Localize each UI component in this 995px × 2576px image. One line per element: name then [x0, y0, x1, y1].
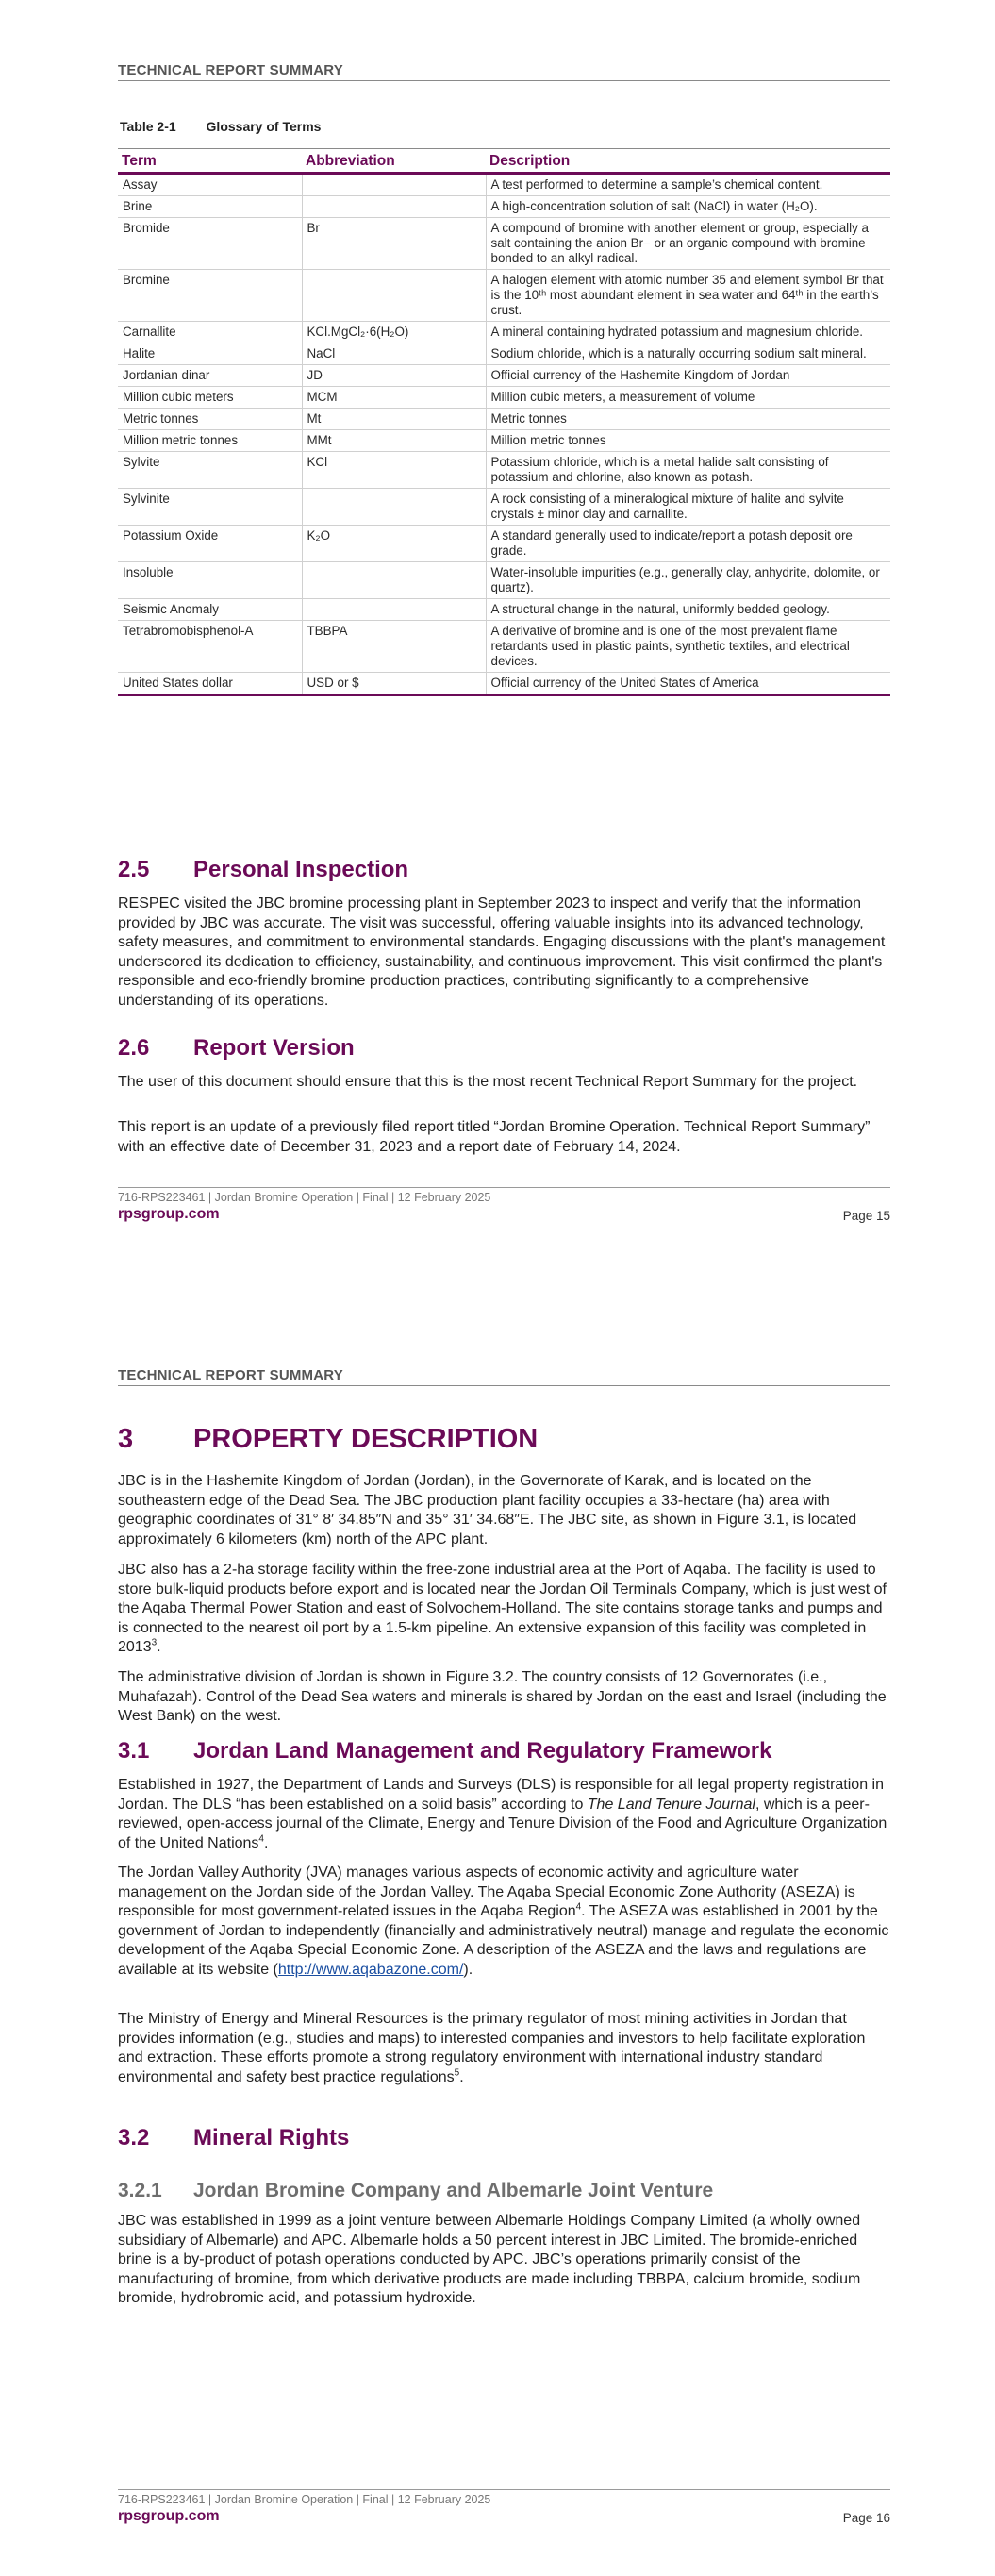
paragraph: The administrative division of Jordan is shown in Figure 3.2. The country consists of 12 Governorates (i.e., Muhafazah). Control of the Dead Sea waters and minerals is shared by Jordan on the east and Israel (including the West Bank) on the west. — [118, 1669, 887, 1724]
abbr-cell: KCl.MgCl₂·6(H₂O) — [302, 322, 486, 343]
footer-reference: 716-RPS223461 | Jordan Bromine Operation | Final | 12 February 2025 — [118, 2493, 491, 2506]
term-cell: Halite — [118, 343, 302, 365]
abbr-cell: NaCl — [302, 343, 486, 365]
section-title: PROPERTY DESCRIPTION — [193, 1424, 539, 1454]
desc-cell: A mineral containing hydrated potassium and magnesium chloride. — [486, 322, 890, 343]
desc-cell: Official currency of the Hashemite Kingdom of Jordan — [486, 365, 890, 387]
glossary-table — [118, 148, 890, 696]
abbr-cell — [302, 562, 486, 599]
desc-cell: Million cubic meters, a measurement of volume — [486, 387, 890, 409]
paragraph: JBC was established in 1999 as a joint venture between Albemarle Holdings Company Limited (a wholly owned subsidiary of Albemarle) and APC. Albemarle holds a 50 percent interest in JBC Limited. The bromide-enriched brine is a by-product of potash operations conducted by APC. JBC’s operations primarily consist of the manufacturing of bromine, from which derivative products are made including TBBPA, calcium bromide, sodium bromide, hydrobromic acid, and potassium hydroxide. — [118, 2213, 861, 2306]
table-row — [118, 343, 890, 365]
abbr-cell: MCM — [302, 387, 486, 409]
paragraph: JBC is in the Hashemite Kingdom of Jordan (Jordan), in the Governorate of Karak, and is located on the southeastern edge of the Dead Sea. The JBC production plant facility occupies a 33-hectare (ha) area with geographic coordinates of 31° 8′ 34.85″N and 35° 31′ 34.68″E. The JBC site, as shown in Figure 3.1, is located approximately 6 kilometers (km) north of the APC plant. — [118, 1473, 857, 1547]
table-row — [118, 218, 890, 270]
term-cell: United States dollar — [118, 673, 302, 695]
abbr-cell: Br — [302, 218, 486, 270]
aseza-website-link[interactable]: http://www.aqabazone.com/ — [277, 1961, 464, 1978]
table-row — [118, 409, 890, 430]
paragraph: Established in 1927, the Department of Lands and Surveys (DLS) is responsible for all legal property registration in Jordan. The DLS “has been established on a solid basis” according to The Land Tenure Journal, which is a peer-reviewed, open-access journal of the Climate, Energy and Tenure Division of the Food and Agriculture Organization of the United Nations$^4$. — [118, 1777, 887, 1851]
section-heading-3-2-1 — [118, 2180, 890, 2202]
term-cell: Million cubic meters — [118, 387, 302, 409]
footer-website: rpsgroup.com — [118, 1206, 220, 1222]
desc-cell: Water-insoluble impurities (e.g., generally clay, anhydrite, dolomite, or quartz). — [486, 562, 890, 599]
running-header: TECHNICAL REPORT SUMMARY — [118, 1367, 890, 1386]
section-number: 2.6 — [118, 1035, 150, 1061]
term-cell: Seismic Anomaly — [118, 599, 302, 621]
term-cell: Sylvite — [118, 452, 302, 489]
term-cell: Bromide — [118, 218, 302, 270]
table-caption — [120, 119, 321, 134]
section-title: Personal Inspection — [193, 857, 409, 882]
desc-cell: Million metric tonnes — [486, 430, 890, 452]
section-title: Mineral Rights — [193, 2125, 350, 2150]
page-number: Page 15 — [842, 1209, 890, 1223]
footer-website: rpsgroup.com — [118, 2508, 220, 2524]
table-row — [118, 621, 890, 673]
table-row — [118, 599, 890, 621]
section-number: 3 — [118, 1424, 134, 1454]
section-title: Report Version — [193, 1035, 355, 1061]
section-number: 3.2.1 — [118, 2180, 162, 2201]
desc-cell: A structural change in the natural, uniformly bedded geology. — [486, 599, 890, 621]
table-header-row — [118, 149, 890, 174]
term-cell: Insoluble — [118, 562, 302, 599]
term-cell: Sylvinite — [118, 489, 302, 526]
term-cell: Bromine — [118, 270, 302, 322]
section-heading-2-5 — [118, 857, 890, 883]
paragraph: This report is an update of a previously filed report titled “Jordan Bromine Operation. Technical Report Summary” with an effective date of December 31, 2023 and a report date of February 14, 2024. — [118, 1119, 871, 1155]
abbr-cell: MMt — [302, 430, 486, 452]
abbr-cell: KCl — [302, 452, 486, 489]
abbr-cell — [302, 489, 486, 526]
term-cell: Brine — [118, 196, 302, 218]
col-header-description: Description — [486, 149, 890, 174]
running-header: TECHNICAL REPORT SUMMARY — [118, 62, 890, 81]
section-heading-3-1 — [118, 1738, 890, 1765]
page-16 — [0, 1321, 995, 2576]
abbr-cell: JD — [302, 365, 486, 387]
page-footer — [118, 2489, 890, 2525]
desc-cell: A test performed to determine a sample’s chemical content. — [486, 174, 890, 196]
table-row — [118, 452, 890, 489]
paragraph: The Jordan Valley Authority (JVA) manages various aspects of economic activity and agriculture water management on the Jordan side of the Jordan Valley. The Aqaba Special Economic Zone Authority (ASEZA) is responsible for most government-related issues in the Aqaba Region$^4$. The ASEZA was established in 2001 by the government of Jordan to independently (financially and administratively neutral) manage and regulate the economic development of the Aqaba Special Economic Zone. A description of the ASEZA and the laws and regulations are available at its website (http://www.aqabazone.com/). — [118, 1865, 889, 1978]
abbr-cell — [302, 270, 486, 322]
desc-cell: A rock consisting of a mineralogical mixture of halite and sylvite crystals ± minor clay and carnallite. — [486, 489, 890, 526]
term-cell: Potassium Oxide — [118, 526, 302, 562]
desc-cell: Metric tonnes — [486, 409, 890, 430]
abbr-cell — [302, 599, 486, 621]
chapter-heading-3 — [118, 1424, 890, 1455]
table-number: Table 2-1 — [120, 119, 176, 134]
paragraph: The user of this document should ensure that this is the most recent Technical Report Summary for the project. — [118, 1074, 858, 1090]
table-row — [118, 322, 890, 343]
desc-cell: A compound of bromine with another element or group, especially a salt containing the anion Br− or an organic compound with bromine bonded to an alkyl radical. — [486, 218, 890, 270]
abbr-cell: Mt — [302, 409, 486, 430]
table-row — [118, 174, 890, 196]
table-row — [118, 526, 890, 562]
section-heading-3-2 — [118, 2125, 890, 2151]
table-title: Glossary of Terms — [206, 119, 322, 134]
section-heading-2-6 — [118, 1035, 890, 1062]
table-row — [118, 196, 890, 218]
desc-cell: A halogen element with atomic number 35 and element symbol Br that is the 10ᵗʰ most abundant element in sea water and 64ᵗʰ in the earth’s crust. — [486, 270, 890, 322]
table-row — [118, 489, 890, 526]
abbr-cell: K₂O — [302, 526, 486, 562]
term-cell: Jordanian dinar — [118, 365, 302, 387]
col-header-term: Term — [118, 149, 302, 174]
abbr-cell — [302, 196, 486, 218]
abbr-cell: TBBPA — [302, 621, 486, 673]
table-row — [118, 387, 890, 409]
desc-cell: A standard generally used to indicate/report a potash deposit ore grade. — [486, 526, 890, 562]
desc-cell: A derivative of bromine and is one of the most prevalent flame retardants used in plastic paints, synthetic textiles, and electrical devices. — [486, 621, 890, 673]
section-number: 3.2 — [118, 2125, 150, 2150]
term-cell: Carnallite — [118, 322, 302, 343]
table-row — [118, 270, 890, 322]
term-cell: Million metric tonnes — [118, 430, 302, 452]
paragraph: JBC also has a 2-ha storage facility within the free-zone industrial area at the Port of Aqaba. The facility is used to store bulk-liquid products before export and is located near the Jordan Oil Terminals Company, which is just west of the Aqaba Thermal Power Station and east of Solvochem-Holland. The site contains storage tanks and pumps and is connected to the nearest oil port by a 1.5-km pipeline. An extensive expansion of this facility was completed in 2013$^3$. — [118, 1562, 887, 1655]
abbr-cell — [302, 174, 486, 196]
footer-reference: 716-RPS223461 | Jordan Bromine Operation | Final | 12 February 2025 — [118, 1191, 491, 1204]
table-row — [118, 562, 890, 599]
section-title: Jordan Bromine Company and Albemarle Joint Venture — [193, 2180, 714, 2201]
term-cell: Tetrabromobisphenol-A — [118, 621, 302, 673]
paragraph: RESPEC visited the JBC bromine processing plant in September 2023 to inspect and verify that the information provided by JBC was accurate. The visit was successful, offering valuable insights into its advanced technology, safety measures, and commitment to environmental standards. Engaging discussions with the plant's management underscored its dedication to efficiency, sustainability, and continuous improvement. This visit confirmed the plant's responsible and eco-friendly bromine production practices, contributing significantly to a comprehensive understanding of its operations. — [118, 895, 886, 1009]
page-footer — [118, 1187, 890, 1223]
section-title: Jordan Land Management and Regulatory Framework — [193, 1738, 772, 1764]
col-header-abbreviation: Abbreviation — [302, 149, 486, 174]
abbr-cell: USD or $ — [302, 673, 486, 695]
paragraph: The Ministry of Energy and Mineral Resources is the primary regulator of most mining activities in Jordan that provides information (e.g., studies and maps) to interested companies and investors to help facilitate exploration and extraction. These efforts promote a strong regulatory environment with international industry standard environmental and safety best practice regulations$^5$. — [118, 2011, 866, 2085]
table-row — [118, 673, 890, 695]
desc-cell: A high-concentration solution of salt (NaCl) in water (H₂O). — [486, 196, 890, 218]
section-number: 3.1 — [118, 1738, 150, 1764]
desc-cell: Official currency of the United States of America — [490, 676, 759, 690]
section-number: 2.5 — [118, 857, 150, 882]
desc-cell: Potassium chloride, which is a metal halide salt consisting of potassium and chlorine, also known as potash. — [486, 452, 890, 489]
page-number: Page 16 — [842, 2511, 890, 2525]
table-row — [118, 430, 890, 452]
term-cell: Metric tonnes — [118, 409, 302, 430]
table-row — [118, 365, 890, 387]
term-cell: Assay — [118, 174, 302, 196]
desc-cell: Sodium chloride, which is a naturally occurring sodium salt mineral. — [486, 343, 890, 365]
